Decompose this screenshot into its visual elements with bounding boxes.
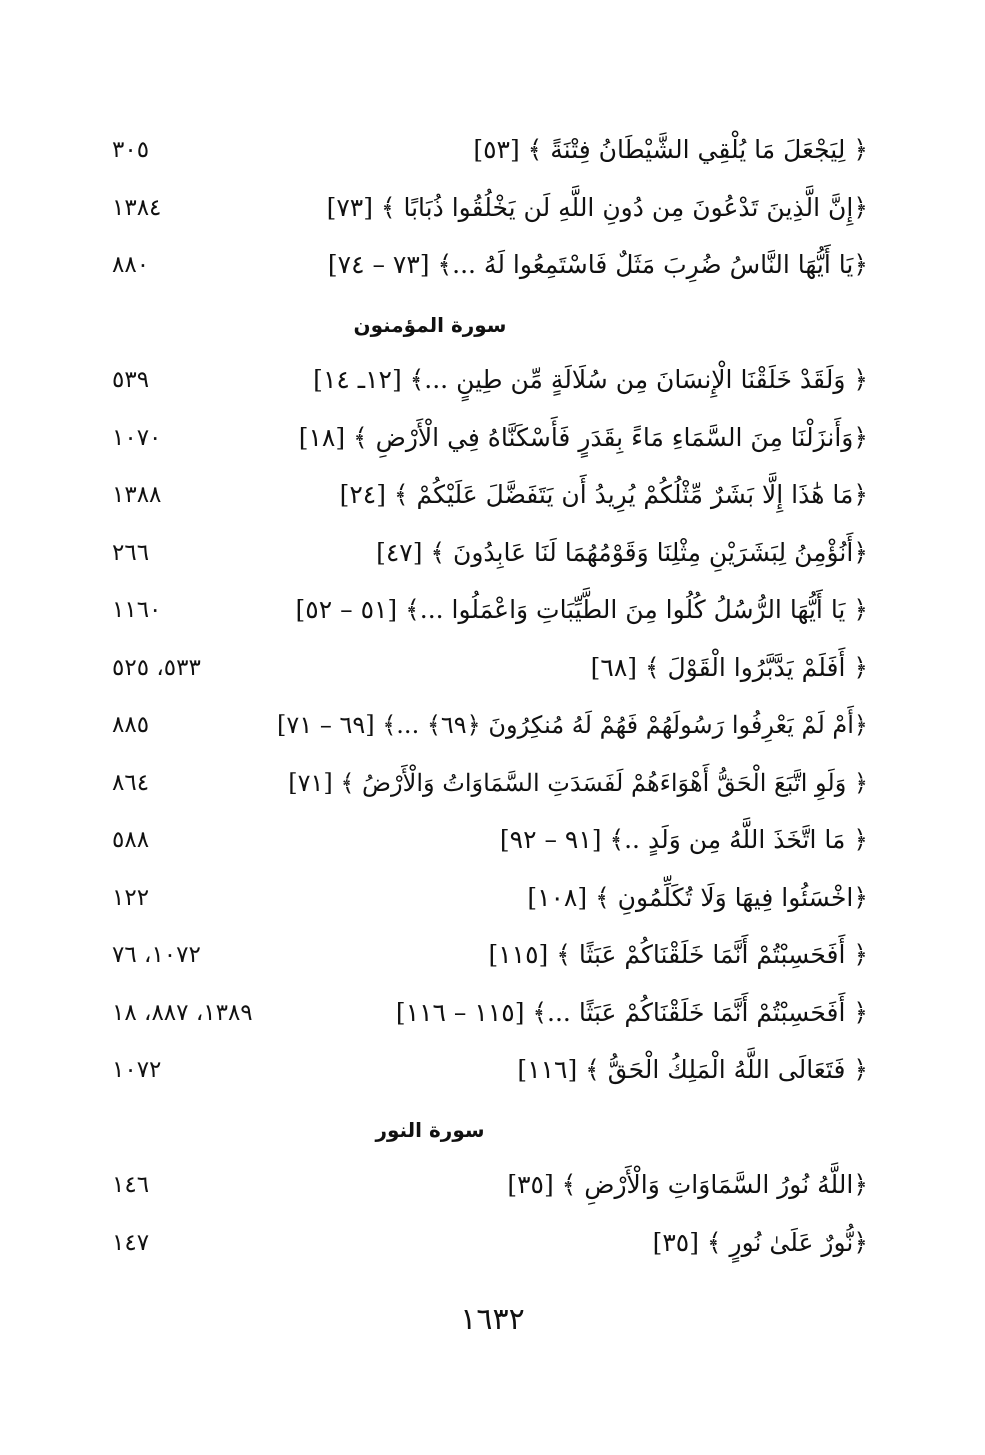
index-entry: [112, 358, 868, 416]
surah-title: سورة المؤمنون: [353, 312, 507, 337]
index-entry: [112, 1221, 868, 1279]
surah-heading: [112, 1106, 868, 1164]
verse-text: ﴿مَا هَٰذَا إِلَّا بَشَرٌ مِّثْلُكُمْ يُرِيدُ أَن يَتَفَضَّلَ عَلَيْكُمْ ﴾ [٢٤]: [339, 480, 868, 509]
verse-text: ﴿إِنَّ الَّذِينَ تَدْعُونَ مِن دُونِ اللَّهِ لَن يَخْلُقُوا ذُبَابًا ﴾ [٧٣]: [326, 192, 868, 222]
verse-text: ﴿ وَلَقَدْ خَلَقْنَا الْإِنسَانَ مِن سُلَالَةٍ مِّن طِينٍ ...﴾ [١٢ـ ١٤]: [313, 365, 868, 394]
verse-text: ﴿أَنُؤْمِنُ لِبَشَرَيْنِ مِثْلِنَا وَقَوْمُهُمَا لَنَا عَابِدُونَ ﴾ [٤٧]: [376, 537, 868, 567]
index-entry: [112, 1163, 868, 1221]
page-references: ٣٠٥: [112, 137, 150, 163]
page-references: ١٤٦: [112, 1172, 150, 1198]
index-entry: [112, 416, 868, 474]
page-references: ١١٦٠: [112, 597, 162, 623]
verse-text: ﴿اخْسَئُوا فِيهَا وَلَا تُكَلِّمُونِ ﴾ [١٠٨]: [527, 882, 868, 912]
page-references: ٨٨٠: [112, 252, 150, 278]
page-references: ٢٦٦: [112, 539, 150, 566]
index-entry: [112, 761, 868, 819]
index-entry: [112, 1048, 868, 1106]
page-references: ١٣٨٩، ٨٨٧، ١٨: [112, 999, 253, 1026]
page-references: ١٤٧: [112, 1229, 150, 1256]
index-entry: [112, 818, 868, 876]
page-references: ٥٣٩: [112, 367, 150, 393]
index-entry: [112, 933, 868, 991]
index-entry: [112, 646, 868, 704]
surah-heading: [112, 301, 868, 359]
verse-text: ﴿ أَفَحَسِبْتُمْ أَنَّمَا خَلَقْنَاكُمْ عَبَثًا ﴾ [١١٥]: [488, 940, 868, 969]
verse-index-list: [112, 128, 868, 1278]
index-entry: [112, 473, 868, 531]
page-references: ١٠٧٠: [112, 424, 162, 451]
surah-title: سورة النور: [375, 1117, 485, 1142]
verse-text: ﴿أَمْ لَمْ يَعْرِفُوا رَسُولَهُمْ فَهُمْ لَهُ مُنكِرُونَ ﴿٦٩﴾ ...﴾ [٦٩ – ٧١]: [277, 711, 868, 739]
verse-text: ﴿ مَا اتَّخَذَ اللَّهُ مِن وَلَدٍ ..﴾ [٩١ – ٩٢]: [499, 825, 868, 854]
index-entry: [112, 243, 868, 301]
verse-text: ﴿وَأَنزَلْنَا مِنَ السَّمَاءِ مَاءً بِقَدَرٍ فَأَسْكَنَّاهُ فِي الْأَرْضِ ﴾ [١٨]: [298, 422, 868, 452]
index-entry: [112, 186, 868, 244]
page-number: ١٦٣٢: [460, 1302, 525, 1337]
page-references: ٥٨٨: [112, 827, 150, 853]
verse-text: ﴿اللَّهُ نُورُ السَّمَاوَاتِ وَالْأَرْضِ ﴾ [٣٥]: [507, 1170, 868, 1199]
verse-text: ﴿ وَلَوِ اتَّبَعَ الْحَقُّ أَهْوَاءَهُمْ لَفَسَدَتِ السَّمَاوَاتُ وَالْأَرْضُ ﴾ [٧١]: [288, 768, 868, 797]
page-references: ١٣٨٨: [112, 482, 162, 508]
verse-text: ﴿نُّورٌ عَلَىٰ نُورٍ ﴾ [٣٥]: [652, 1227, 868, 1257]
page-references: ١٣٨٤: [112, 194, 162, 221]
page-references: ١٠٧٢، ٧٦: [112, 942, 201, 968]
index-entry: [112, 128, 868, 186]
index-entry: [112, 703, 868, 761]
index-entry: [112, 531, 868, 589]
verse-text: ﴿يَا أَيُّهَا النَّاسُ ضُرِبَ مَثَلٌ فَاسْتَمِعُوا لَهُ ...﴾ [٧٣ – ٧٤]: [327, 250, 868, 279]
index-entry: [112, 991, 868, 1049]
index-entry: [112, 588, 868, 646]
page-references: ٨٦٤: [112, 769, 150, 796]
verse-text: ﴿ أَفَحَسِبْتُمْ أَنَّمَا خَلَقْنَاكُمْ عَبَثًا ...﴾ [١١٥ – ١١٦]: [395, 997, 868, 1027]
index-entry: [112, 876, 868, 934]
page-references: ١٢٢: [112, 884, 150, 911]
page-references: ١٠٧٢: [112, 1057, 162, 1083]
page-references: ٨٨٥: [112, 712, 150, 738]
verse-text: ﴿ لِيَجْعَلَ مَا يُلْقِي الشَّيْطَانُ فِتْنَةً ﴾ [٥٣]: [473, 135, 868, 164]
verse-text: ﴿ يَا أَيُّهَا الرُّسُلُ كُلُوا مِنَ الطَّيِّبَاتِ وَاعْمَلُوا ...﴾ [٥١ – ٥٢]: [295, 595, 868, 624]
verse-text: ﴿ أَفَلَمْ يَدَّبَّرُوا الْقَوْلَ ﴾ [٦٨]: [590, 652, 868, 682]
page-references: ٥٣٣، ٥٢٥: [112, 654, 201, 681]
verse-text: ﴿ فَتَعَالَى اللَّهُ الْمَلِكُ الْحَقُّ ﴾ [١١٦]: [517, 1055, 868, 1084]
